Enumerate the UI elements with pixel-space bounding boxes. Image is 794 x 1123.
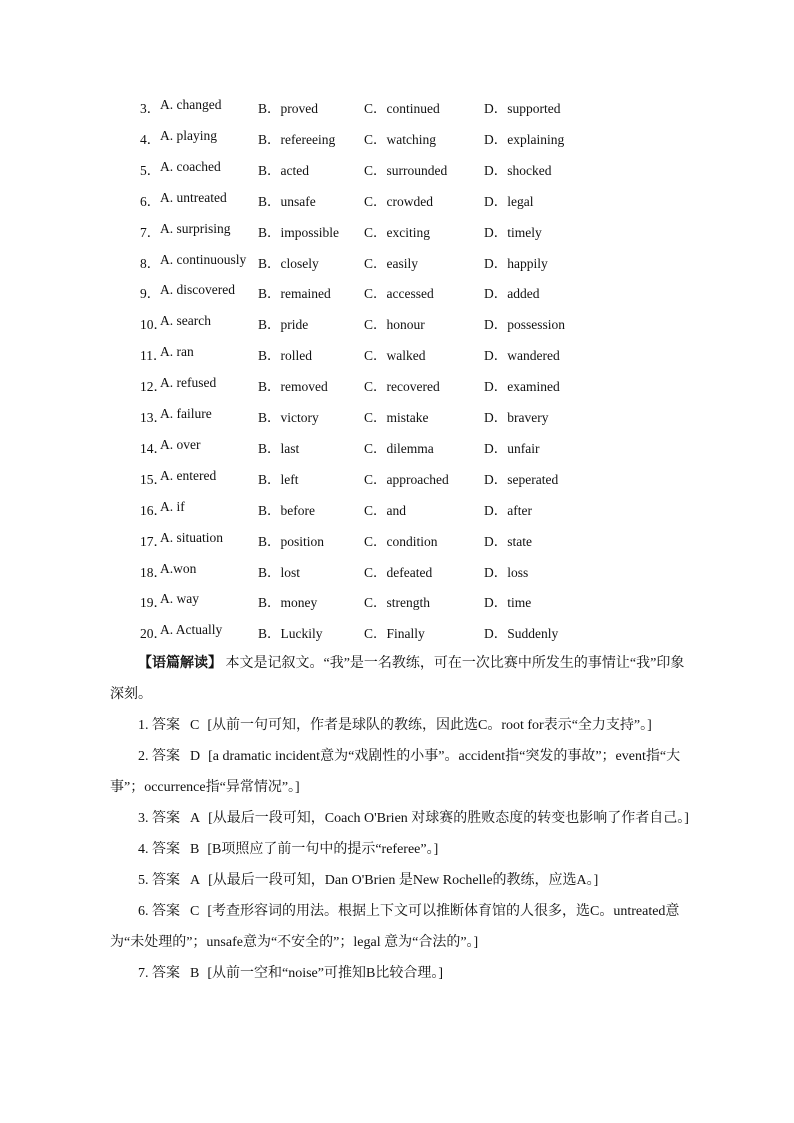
option-d: D．explaining <box>484 131 565 147</box>
option-c: C．continued <box>364 101 440 116</box>
option-d: D．examined <box>484 379 560 395</box>
option-row <box>0 530 794 550</box>
answer-label: 答案 <box>152 811 180 826</box>
answer-label: 答案 <box>152 904 180 919</box>
answer-letter: C <box>190 718 200 733</box>
option-c: C．dilemma <box>364 440 434 456</box>
answer-label: 答案 <box>152 718 180 733</box>
option-a: A. untreated <box>160 189 227 205</box>
option-b: B．refereeing <box>258 131 336 147</box>
option-row <box>0 499 794 519</box>
question-number: 9． <box>140 286 161 302</box>
analysis-intro-text: 本文是记叙文。“我”是一名教练，可在一次比赛中所发生的事情让“我”印象深刻。 <box>110 656 685 702</box>
option-c: C．defeated <box>364 564 433 580</box>
option-b: B．victory <box>258 410 319 425</box>
answer-number: 1. <box>138 718 149 733</box>
option-d: D．happily <box>484 255 548 271</box>
option-a: A. continuously <box>160 251 247 267</box>
option-row <box>0 159 794 179</box>
option-b: B．pride <box>258 317 309 333</box>
option-row <box>0 437 794 457</box>
analysis-heading: 【语篇解读】 <box>138 656 222 671</box>
option-d: D．seperated <box>484 471 559 487</box>
option-a: A. changed <box>160 97 222 112</box>
answer-label: 答案 <box>152 966 180 981</box>
answer-label: 答案 <box>152 842 180 857</box>
answers-list <box>110 710 690 989</box>
option-c: C．Finally <box>364 626 425 642</box>
option-c: C．condition <box>364 533 438 549</box>
option-row <box>0 591 794 611</box>
option-b: B．left <box>258 471 299 487</box>
answer-explanation: [从前一句可知，作者是球队的教练，因此选C。root for表示“全力支持”。] <box>207 718 652 733</box>
answer-item <box>110 958 690 989</box>
option-c: C．exciting <box>364 224 430 240</box>
option-b: B．last <box>258 440 300 456</box>
option-c: C．recovered <box>364 379 440 395</box>
option-row <box>0 375 794 395</box>
question-number: 15． <box>140 471 167 487</box>
option-a: A. way <box>160 591 199 607</box>
option-a: A. failure <box>160 406 212 421</box>
option-row <box>0 97 794 117</box>
question-number: 18． <box>140 564 167 580</box>
option-b: B．acted <box>258 162 309 178</box>
answer-label: 答案 <box>152 873 180 888</box>
answer-number: 5. <box>138 873 149 888</box>
answer-item <box>110 865 690 896</box>
option-b: B．removed <box>258 379 328 395</box>
option-d: D．after <box>484 502 532 518</box>
option-row <box>0 128 794 148</box>
option-row <box>0 282 794 302</box>
question-number: 19． <box>140 595 167 611</box>
answer-letter: B <box>190 842 200 857</box>
answer-item <box>110 803 690 834</box>
option-row <box>0 313 794 333</box>
answer-letter: B <box>190 966 200 981</box>
option-d: D．added <box>484 286 540 302</box>
answer-label: 答案 <box>152 749 180 764</box>
answer-letter: A <box>190 811 201 826</box>
option-a: A. ran <box>160 344 194 360</box>
answer-explanation: [从最后一段可知，Dan O'Brien 是New Rochelle的教练，应选A。] <box>208 873 599 888</box>
answer-explanation: [考查形容词的用法。根据上下文可以推断体育馆的人很多，选C。untreated意为“未处理的”；unsafe意为“不安全的”；legal 意为“合法的”。] <box>110 904 680 950</box>
option-c: C．walked <box>364 348 426 364</box>
option-a: A. situation <box>160 529 223 545</box>
option-a: A.won <box>160 560 197 576</box>
option-b: B．proved <box>258 101 318 116</box>
answer-explanation: [B项照应了前一句中的提示“referee”。] <box>207 842 439 857</box>
question-number: 16． <box>140 502 167 518</box>
option-c: C．and <box>364 502 406 518</box>
option-a: A. Actually <box>160 622 223 638</box>
option-a: A. discovered <box>160 282 235 298</box>
answer-explanation: [从最后一段可知，Coach O'Brien 对球赛的胜败态度的转变也影响了作者自己。] <box>208 811 689 826</box>
option-row <box>0 344 794 364</box>
answer-number: 4. <box>138 842 149 857</box>
option-d: D．wandered <box>484 348 560 364</box>
answer-letter: C <box>190 904 200 919</box>
answer-explanation: [a dramatic incident意为“戏剧性的小事”。accident指“突发的事故”；event指“大事”；occurrence指“异常情况”。] <box>110 749 681 795</box>
option-b: B．money <box>258 595 318 611</box>
option-c: C．strength <box>364 595 430 611</box>
option-a: A. entered <box>160 467 217 483</box>
answer-letter: A <box>190 873 201 888</box>
option-d: D．time <box>484 595 532 611</box>
option-d: D．unfair <box>484 440 540 456</box>
option-d: D．timely <box>484 224 542 240</box>
question-number: 13． <box>140 410 167 425</box>
option-a: A. coached <box>160 158 221 174</box>
question-number: 5． <box>140 162 161 178</box>
answer-number: 6. <box>138 904 149 919</box>
option-b: B．unsafe <box>258 193 316 209</box>
question-number: 7． <box>140 224 161 240</box>
option-a: A. playing <box>160 127 217 143</box>
option-d: D．bravery <box>484 410 549 425</box>
question-number: 12． <box>140 379 167 395</box>
answer-item <box>110 710 690 741</box>
option-c: C．watching <box>364 131 436 147</box>
question-number: 17． <box>140 533 167 549</box>
option-row <box>0 221 794 241</box>
option-d: D．Suddenly <box>484 626 559 642</box>
answer-explanation: [从前一空和“noise”可推知B比较合理。] <box>207 966 443 981</box>
answer-item <box>110 834 690 865</box>
option-d: D．possession <box>484 317 566 333</box>
option-c: C．mistake <box>364 410 429 425</box>
option-b: B．remained <box>258 286 331 302</box>
option-d: D．legal <box>484 193 534 209</box>
option-d: D．state <box>484 533 532 549</box>
analysis-intro <box>110 648 690 710</box>
option-a: A. refused <box>160 375 217 391</box>
option-row <box>0 622 794 642</box>
option-c: C．easily <box>364 255 418 271</box>
option-d: D．shocked <box>484 162 552 178</box>
option-b: B．before <box>258 502 315 518</box>
option-b: B．Luckily <box>258 626 323 642</box>
question-number: 6． <box>140 193 161 209</box>
question-number: 11． <box>140 348 167 364</box>
option-b: B．impossible <box>258 224 340 240</box>
option-a: A. if <box>160 498 185 514</box>
answer-letter: D <box>190 749 201 764</box>
option-c: C．crowded <box>364 193 433 209</box>
option-row <box>0 252 794 272</box>
option-a: A. surprising <box>160 220 231 236</box>
option-b: B．closely <box>258 255 319 271</box>
answer-item <box>110 741 690 803</box>
question-number: 14． <box>140 440 167 456</box>
option-d: D．supported <box>484 101 561 116</box>
option-row <box>0 561 794 581</box>
option-c: C．surrounded <box>364 162 448 178</box>
option-c: C．approached <box>364 471 449 487</box>
option-b: B．lost <box>258 564 301 580</box>
option-a: A. over <box>160 436 201 452</box>
option-c: C．honour <box>364 317 425 333</box>
option-c: C．accessed <box>364 286 434 302</box>
question-number: 10． <box>140 317 167 333</box>
answer-number: 3. <box>138 811 149 826</box>
answer-number: 2. <box>138 749 149 764</box>
option-b: B．rolled <box>258 348 312 364</box>
question-number: 20． <box>140 626 167 642</box>
option-row <box>0 406 794 426</box>
answer-item <box>110 896 690 958</box>
analysis-section <box>110 648 690 989</box>
answer-number: 7. <box>138 966 149 981</box>
option-a: A. search <box>160 313 211 329</box>
question-number: 4． <box>140 131 161 147</box>
question-number: 8． <box>140 255 161 271</box>
option-b: B．position <box>258 533 325 549</box>
option-row <box>0 190 794 210</box>
option-row <box>0 468 794 488</box>
question-number: 3． <box>140 101 161 116</box>
option-d: D．loss <box>484 564 529 580</box>
